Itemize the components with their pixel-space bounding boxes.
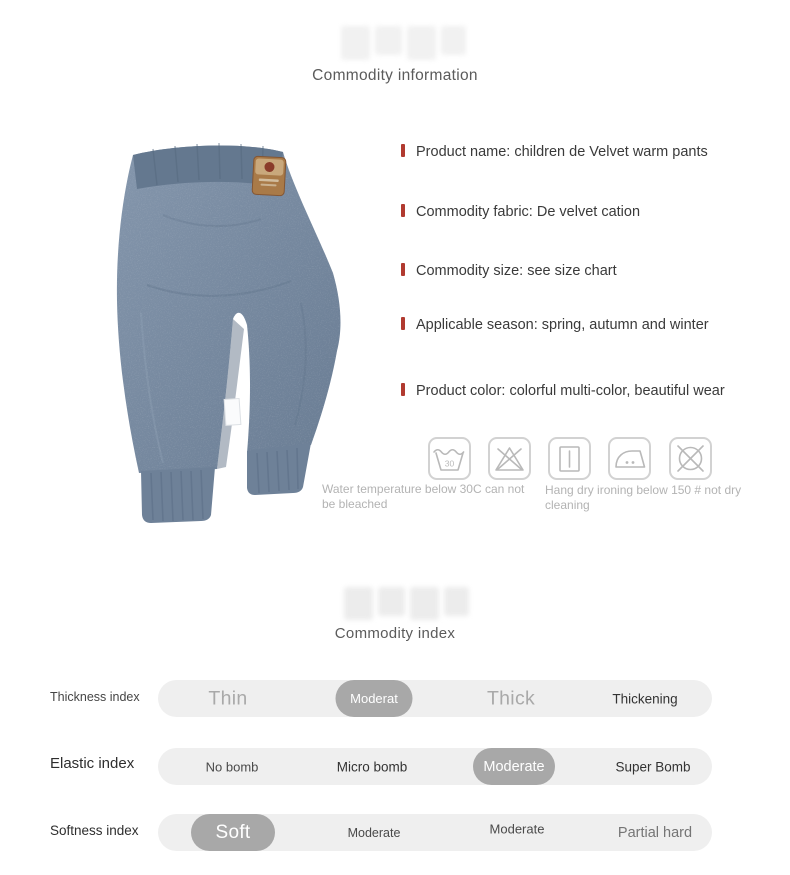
iron-below-150-icon xyxy=(608,437,651,480)
no-dry-clean-icon xyxy=(669,437,712,480)
red-dash-icon xyxy=(401,263,405,276)
option-moderate-2: Moderate xyxy=(489,821,545,837)
detail-fabric: Commodity fabric: De velvet cation xyxy=(401,204,640,220)
softness-index-track xyxy=(158,814,712,851)
pants-cuff-right xyxy=(247,443,311,495)
detail-product-name: Product name: children de Velvet warm pants xyxy=(401,144,708,160)
thickness-index-track xyxy=(158,680,712,717)
thickness-index-label: Thickness index xyxy=(50,690,140,704)
commodity-index-heading: Commodity index xyxy=(334,625,456,642)
care-caption-left: Water temperature below 30C can not be bleached xyxy=(322,482,525,511)
pants-image xyxy=(105,133,355,528)
care-caption-right: Hang dry ironing below 150 # not dry cleaning xyxy=(545,483,742,512)
wash-30-icon xyxy=(428,437,471,480)
option-super-bomb: Super Bomb xyxy=(615,759,691,774)
product-photo-pants xyxy=(105,133,355,533)
option-micro-bomb: Micro bomb xyxy=(336,759,408,774)
option-soft-selected: Soft xyxy=(191,814,275,851)
commodity-information-heading: Commodity information xyxy=(312,67,478,84)
drip-dry-icon xyxy=(548,437,591,480)
option-thickening: Thickening xyxy=(612,691,678,706)
brand-label xyxy=(252,156,286,196)
red-dash-icon xyxy=(401,204,405,217)
elastic-index-track xyxy=(158,748,712,785)
option-moderate-1: Moderate xyxy=(347,825,401,840)
red-dash-icon xyxy=(401,383,405,396)
option-moderate-selected: Moderate xyxy=(473,748,555,785)
softness-index-label: Softness index xyxy=(50,823,139,838)
detail-color: Product color: colorful multi-color, beautiful wear xyxy=(401,383,725,399)
pants-cuff-left xyxy=(141,467,215,523)
no-bleach-icon xyxy=(488,437,531,480)
red-dash-icon xyxy=(401,144,405,157)
option-thick: Thick xyxy=(486,687,536,709)
red-dash-icon xyxy=(401,317,405,330)
detail-size: Commodity size: see size chart xyxy=(401,263,617,279)
option-partial-hard: Partial hard xyxy=(617,824,693,841)
option-no-bomb: No bomb xyxy=(205,759,259,774)
svg-text:30: 30 xyxy=(444,458,455,469)
option-moderat-selected: Moderat xyxy=(336,680,413,717)
side-tag xyxy=(224,398,241,425)
blurred-watermark xyxy=(341,26,466,60)
elastic-index-label: Elastic index xyxy=(50,755,135,772)
blurred-watermark xyxy=(344,587,469,620)
detail-season: Applicable season: spring, autumn and winter xyxy=(401,317,709,333)
option-thin: Thin xyxy=(208,687,248,709)
